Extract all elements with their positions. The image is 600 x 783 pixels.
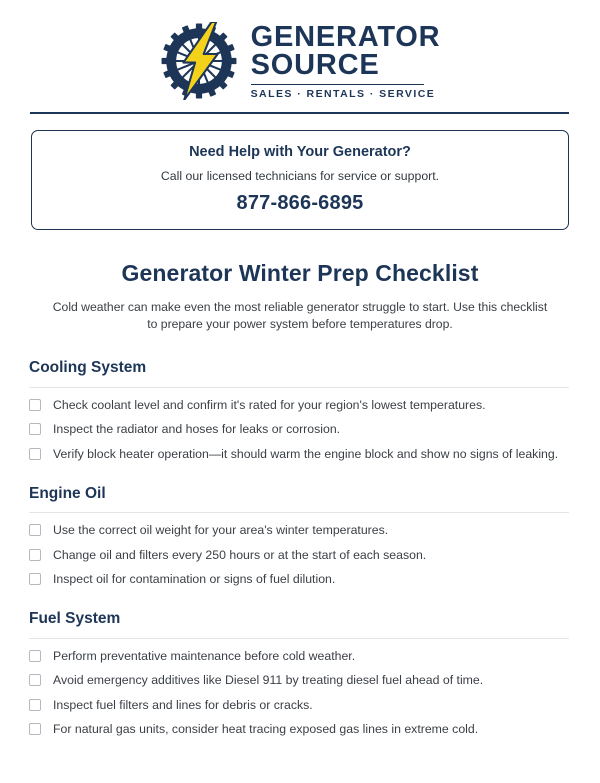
checkbox-icon[interactable] xyxy=(29,524,41,536)
brand-name-line1: GENERATOR xyxy=(250,21,441,53)
checklist-item[interactable] xyxy=(29,421,569,438)
checklist-item-label: Use the correct oil weight for your area's winter temperatures. xyxy=(53,523,389,538)
checklist-item-label: Perform preventative maintenance before cold weather. xyxy=(53,648,356,663)
checklist-item[interactable] xyxy=(29,672,569,689)
checklist-item[interactable] xyxy=(29,522,569,539)
checklist-item[interactable] xyxy=(29,697,569,714)
checkbox-icon[interactable] xyxy=(29,549,41,561)
checkbox-icon[interactable] xyxy=(29,674,41,686)
checkbox-icon[interactable] xyxy=(29,650,41,662)
checklist-item-label: Inspect oil for contamination or signs of fuel dilution. xyxy=(53,572,336,587)
checkbox-icon[interactable] xyxy=(29,423,41,435)
checklist-item-label: Change oil and filters every 250 hours or at the start of each season. xyxy=(53,547,427,562)
section-heading: Cooling System xyxy=(29,359,147,377)
checklist-item[interactable] xyxy=(29,721,569,738)
section-engine-oil xyxy=(29,485,569,588)
section-rule xyxy=(29,512,569,513)
checklist-item-label: Inspect the radiator and hoses for leaks or corrosion. xyxy=(53,422,341,437)
brand-name-line2: SOURCE xyxy=(250,48,380,81)
help-title: Need Help with Your Generator? xyxy=(189,144,411,161)
brand-divider xyxy=(251,84,424,86)
checklist-item[interactable] xyxy=(29,446,569,463)
header-divider xyxy=(30,112,569,114)
checkbox-icon[interactable] xyxy=(29,448,41,460)
checkbox-icon[interactable] xyxy=(29,723,41,735)
checklist-item[interactable] xyxy=(29,571,569,588)
checkbox-icon[interactable] xyxy=(29,699,41,711)
section-rule xyxy=(29,638,569,639)
page-header xyxy=(0,0,600,106)
checkbox-icon[interactable] xyxy=(29,399,41,411)
page-intro: Cold weather can make even the most reliable generator struggle to start. Use this checklist to prepare your power system before temperatures drop. xyxy=(52,299,548,331)
checklist-sections xyxy=(29,359,569,738)
checklist-item-label: Inspect fuel filters and lines for debris or cracks. xyxy=(53,697,313,712)
section-heading: Fuel System xyxy=(29,609,121,627)
help-phone-number[interactable]: 877-866-6895 xyxy=(236,191,364,214)
checkbox-icon[interactable] xyxy=(29,573,41,585)
page-title: Generator Winter Prep Checklist xyxy=(121,259,479,286)
checklist-item[interactable] xyxy=(29,547,569,564)
section-cooling-system xyxy=(29,359,569,462)
section-heading: Engine Oil xyxy=(29,484,106,502)
gear-lightning-bolt-icon xyxy=(160,22,238,100)
checklist-item-label: Check coolant level and confirm it's rated for your region's lowest temperatures. xyxy=(53,397,486,412)
checklist-item-label: Avoid emergency additives like Diesel 911 by treating diesel fuel ahead of time. xyxy=(53,673,484,688)
checklist-item[interactable] xyxy=(29,397,569,414)
help-subtitle: Call our licensed technicians for service or support. xyxy=(160,168,440,183)
checklist-item-label: Verify block heater operation—it should warm the engine block and show no signs of leaking. xyxy=(53,446,559,461)
section-rule xyxy=(29,387,569,388)
help-callout-box xyxy=(31,130,569,230)
section-fuel-system xyxy=(29,610,569,738)
brand-tagline: SALES · RENTALS · SERVICE xyxy=(250,88,436,101)
brand-wordmark xyxy=(251,22,441,100)
brand-logo xyxy=(160,22,441,100)
checklist-item[interactable] xyxy=(29,648,569,665)
checklist-item-label: For natural gas units, consider heat tracing exposed gas lines in extreme cold. xyxy=(53,722,479,737)
